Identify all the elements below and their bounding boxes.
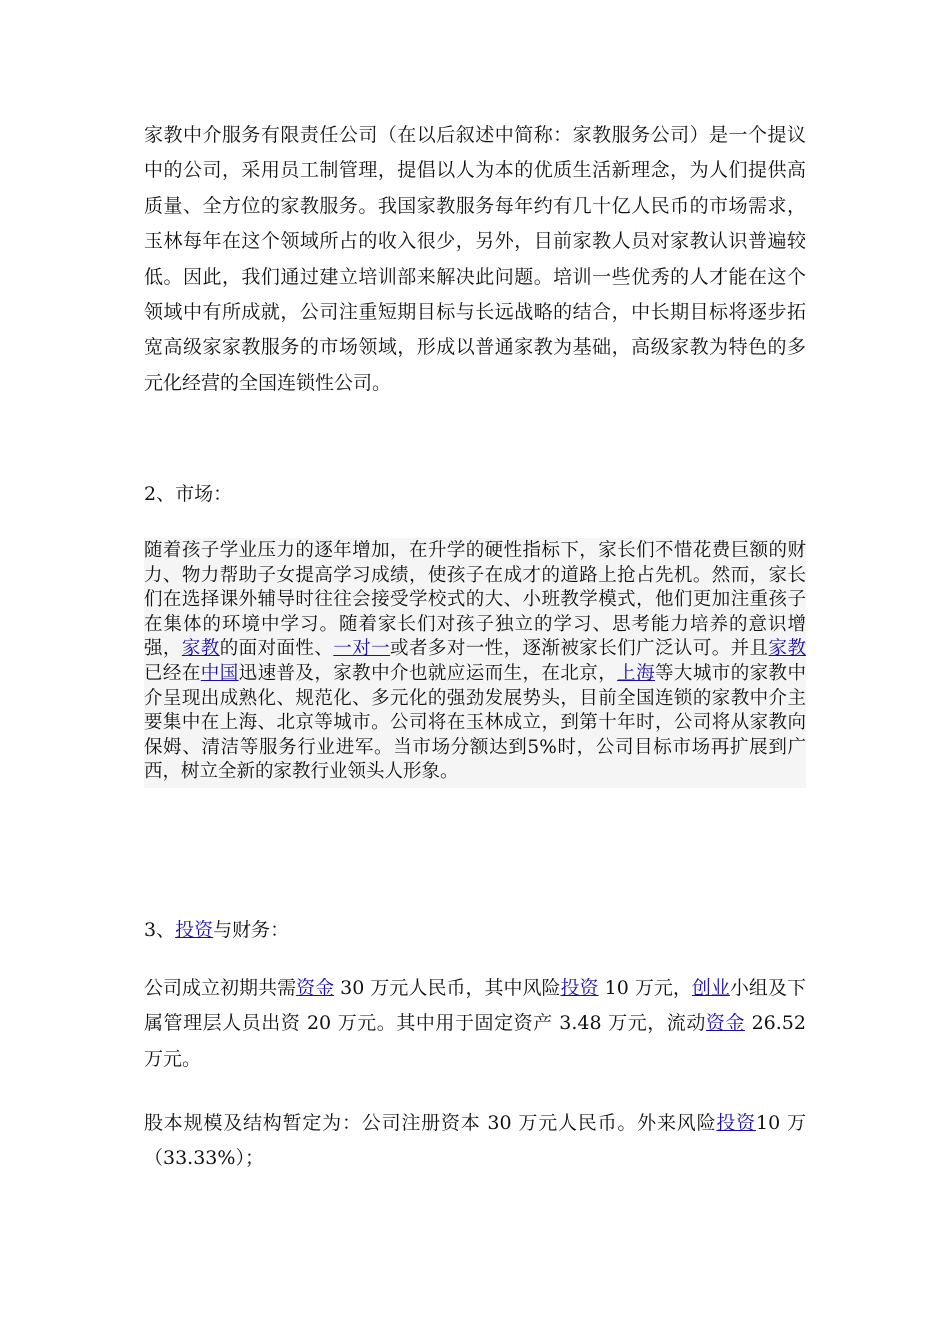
link-funds-2[interactable]: 资金 [705, 1012, 745, 1035]
link-jiajiao-1[interactable]: 家教 [181, 638, 220, 660]
market-heading: 2、市场： [144, 483, 233, 505]
market-paragraph [144, 538, 806, 788]
market-text-4: 已经在 [144, 662, 201, 684]
link-investment-1[interactable]: 投资 [560, 977, 599, 999]
market-text-1: 随着孩子学业压力的逐年增加，在升学的硬性指标下，家长们不惜花费巨额的财力、物力帮助子女提高学习成绩，使孩子在成才的道路上抢占先机。然而，家长们在选择课外辅导时往往会接受学校式的大、小班教学模式，他们更加注重孩子在集体的环境中学习。随着家长们对孩子独立的学习、思考能力培养的意识增强， [144, 540, 806, 660]
link-one-on-one[interactable]: 一对一 [333, 638, 391, 660]
link-china[interactable]: 中国 [200, 662, 239, 684]
capital-text-5: 26.52 万元。 [144, 1012, 806, 1070]
invest-heading-suffix: 与财务： [213, 919, 290, 941]
invest-heading-prefix: 3、 [144, 919, 176, 941]
intro-paragraph: 家教中介服务有限责任公司（在以后叙述中简称：家教服务公司）是一个提议中的公司，采用员工制管理，提倡以人为本的优质生活新理念，为人们提供高质量、全方位的家教服务。我国家教服务每年约有几十亿人民币的市场需求，玉林每年在这个领域所占的收入很少，另外，目前家教人员对家教认识普遍较低。因此，我们通过建立培训部来解决此问题。培训一些优秀的人才能在这个领域中有所成就，公司注重短期目标与长远战略的结合，中长期目标将逐步拓宽高级家家教服务的市场领域，形成以普通家教为基础，高级家教为特色的多元化经营的全国连锁性公司。 [144, 124, 806, 394]
equity-text-1: 股本规模及结构暂定为：公司注册资本 30 万元人民币。外来风险 [144, 1112, 717, 1134]
link-funds-1[interactable]: 资金 [296, 977, 335, 999]
link-startup[interactable]: 创业 [691, 977, 730, 999]
link-invest-heading[interactable]: 投资 [175, 919, 214, 941]
link-investment-2[interactable]: 投资 [716, 1112, 756, 1134]
market-text-2: 的面对面性、 [219, 638, 334, 660]
equity-text-2: 10 万（33.33%）； [144, 1112, 806, 1170]
market-text-5: 迅速普及，家教中介也就应运而生，在北京， [238, 662, 618, 684]
capital-text-1: 公司成立初期共需 [144, 977, 297, 999]
market-text-3: 或者多对一性，逐渐被家长们广泛认可。并且 [390, 638, 769, 660]
invest-heading [144, 913, 806, 948]
link-shanghai[interactable]: 上海 [617, 662, 655, 684]
equity-paragraph [144, 1106, 806, 1177]
capital-paragraph [144, 971, 806, 1077]
capital-text-2: 30 万元人民币，其中风险 [334, 977, 561, 999]
capital-text-3: 10 万元， [598, 977, 692, 999]
link-jiajiao-2[interactable]: 家教 [768, 638, 806, 660]
capital-text-4: 小组及下属管理层人员出资 20 万元。其中用于固定资产 3.48 万元，流动 [144, 977, 806, 1035]
market-text-6: 等大城市的家教中介呈现出成熟化、规范化、多元化的强劲发展势头，目前全国连锁的家教中介主要集中在上海、北京等城市。公司将在玉林成立，到第十年时，公司将从家教向保姆、清洁等服务行业进军。当市场分额达到5%时，公司目标市场再扩展到广西，树立全新的家教行业领头人形象。 [144, 662, 806, 783]
